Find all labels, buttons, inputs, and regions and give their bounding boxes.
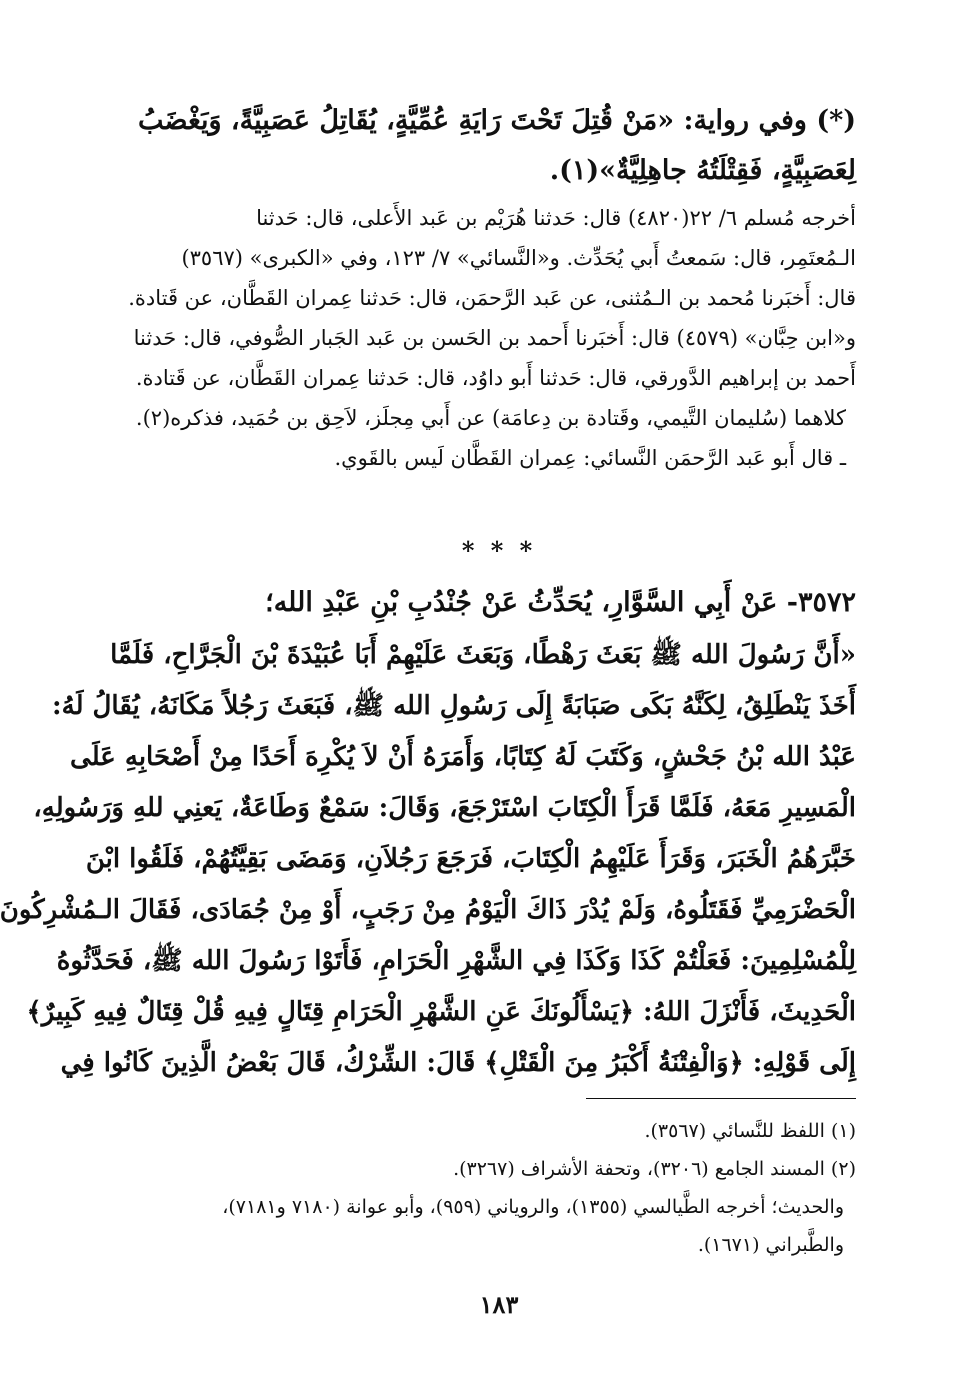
footnote-divider [586,1098,856,1099]
hadith-line: عَبْدُ الله بْنُ جَحْشٍ، وَكَتَبَ لَهُ كِتَابًا، وَأَمَرَهُ أَنْ لاَ يُكْرِهَ أَحَدًا مِنْ أَصْحَابِهِ عَلَى [70,742,856,772]
hadith-line: الْحَضْرَمِيِّ فَقَتَلُوهُ، وَلَمْ يُدْرَ ذَاكَ الْيَوْمُ مِنْ رَجَبٍ، أَوْ مِنْ جُمَادَى، فَقَالَ الـمُشْرِكُونَ [0,895,856,925]
sourcing-line: ـ قال أَبو عَبد الرَّحمَن النَّسائي: عِمران القَطَّان لَيس بالقَوي. [334,446,846,470]
footnote-line: (١) اللفظ للنَّسائي (٣٥٦٧). [644,1120,856,1142]
hadith-line: خَبَّرَهُمُ الْخَبَرَ، وَقَرَأَ عَلَيْهِمُ الْكِتَابَ، فَرَجَعَ رَجُلاَنِ، وَمَضَى بَقِيَّتُهُمْ، فَلَقُوا ابْنَ [85,844,856,874]
hadith-line: «أَنَّ رَسُولَ الله ﷺ بَعَثَ رَهْطًا، وَبَعَثَ عَلَيْهِمْ أَبَا عُبَيْدَةَ بْنَ الْجَرَّاحِ، فَلَمَّا [110,640,856,670]
hadith-text [0,630,856,1089]
narration-line: (*) وفي رواية: «مَنْ قُتِلَ تَحْتَ رَايَةِ عُمِّيَّةٍ، يُقَاتِلُ عَصَبِيَّةً، وَيَغْضَبُ [138,105,856,136]
sourcing-line: أخرجه مُسلم ٦/ ٢٢(٤٨٢٠) قال: حَدثنا هُرَيْم بن عَبد الأَعلى، قال: حَدثنا [256,206,856,230]
footnote-line: والطَّبراني (١٦٧١). [697,1234,844,1256]
narration-line: لِعَصَبِيَّةٍ، فَقِتْلَتُهُ جاهِلِيَّةٌ»(١). [549,155,856,186]
sourcing-line: أَحمد بن إبراهيم الدَّورقي، قال: حَدثنا أَبو داوُد، قال: حَدثنا عِمران القَطَّان، عن قَتادة. [135,366,856,390]
hadith-line: الْحَدِيثَ، فَأَنْزَلَ اللهُ: ﴿يَسْأَلُونَكَ عَنِ الشَّهْرِ الْحَرَامِ قِتَالٍ فِيهِ قُلْ قِتَالٌ فِيهِ كَبِيرٌ﴾ [26,997,856,1027]
sourcing-line: و«ابن حِبَّان» (٤٥٧٩) قال: أَخبَرنا أَحمد بن الحَسن بن عَبد الجَبار الصُّوفي، قال: حَدثنا [133,326,856,350]
hadith-line: لِلْمُسْلِمِينَ: فَعَلْتُمْ كَذَا وَكَذَا فِي الشَّهْرِ الْحَرَامِ، فَأَتَوْا رَسُولَ الله ﷺ، فَحَدَّثُوهُ [56,946,856,976]
hadith-line: إِلَى قَوْلِهِ: ﴿وَالْفِتْنَةُ أَكْبَرُ مِنَ الْقَتْلِ﴾ قَالَ: الشِّرْكُ، قَالَ بَعْضُ الَّذِينَ كَانُوا فِي [60,1048,856,1078]
footnote-line: (٢) المسند الجامع (٣٢٠٦)، وتحفة الأشراف (٣٢٦٧). [453,1158,856,1180]
footnote-line: والحديث؛ أخرجه الطَّيالسي (١٣٥٥)، والروياني (٩٥٩)، وأبو عوانة (٧١٨٠ و٧١٨١)، [222,1196,844,1218]
footnotes [126,1112,856,1264]
hadith-line: الْمَسِيرِ مَعَهُ، فَلَمَّا قَرَأَ الْكِتَابَ اسْتَرْجَعَ، وَقَالَ: سَمْعٌ وَطَاعَةٌ، يَعنِي للهِ وَرَسُولِهِ، [33,793,856,823]
sourcing-paragraph [126,198,856,478]
section-separator: * * * [461,536,537,565]
page-number: ١٨٣ [479,1290,519,1319]
sourcing-line: كلاهما (سُليمان التَّيمي، وقَتادة بن دِعامَة) عن أَبي مِجلَز، لاَحِق بن حُمَيد، فذكره(٢). [135,406,846,430]
narration-paragraph [126,96,856,196]
hadith-line: أَخَذَ يَنْطَلِقُ، لِكَنَّهُ بَكَى صَبَابَةً إِلَى رَسُولِ الله ﷺ، فَبَعَثَ رَجُلاً مَكَانَهُ، يُقَالُ لَهُ: [52,691,856,721]
hadith-heading: ٣٥٧٢- عَنْ أَبِي السَّوَّارِ، يُحَدِّثُ عَنْ جُنْدُبِ بْنِ عَبْدِ الله؛ [265,587,856,618]
sourcing-line: قال: أَخبَرنا مُحمد بن الـمُثنى، عن عَبد الرَّحمَن، قال: حَدثنا عِمران القَطَّان، عن قَتادة. [128,286,856,310]
sourcing-line: الـمُعتَمِر، قال: سَمعتُ أَبي يُحَدِّث. و«النَّسائي» ٧/ ١٢٣، وفي «الكبرى» (٣٥٦٧) [181,246,856,270]
